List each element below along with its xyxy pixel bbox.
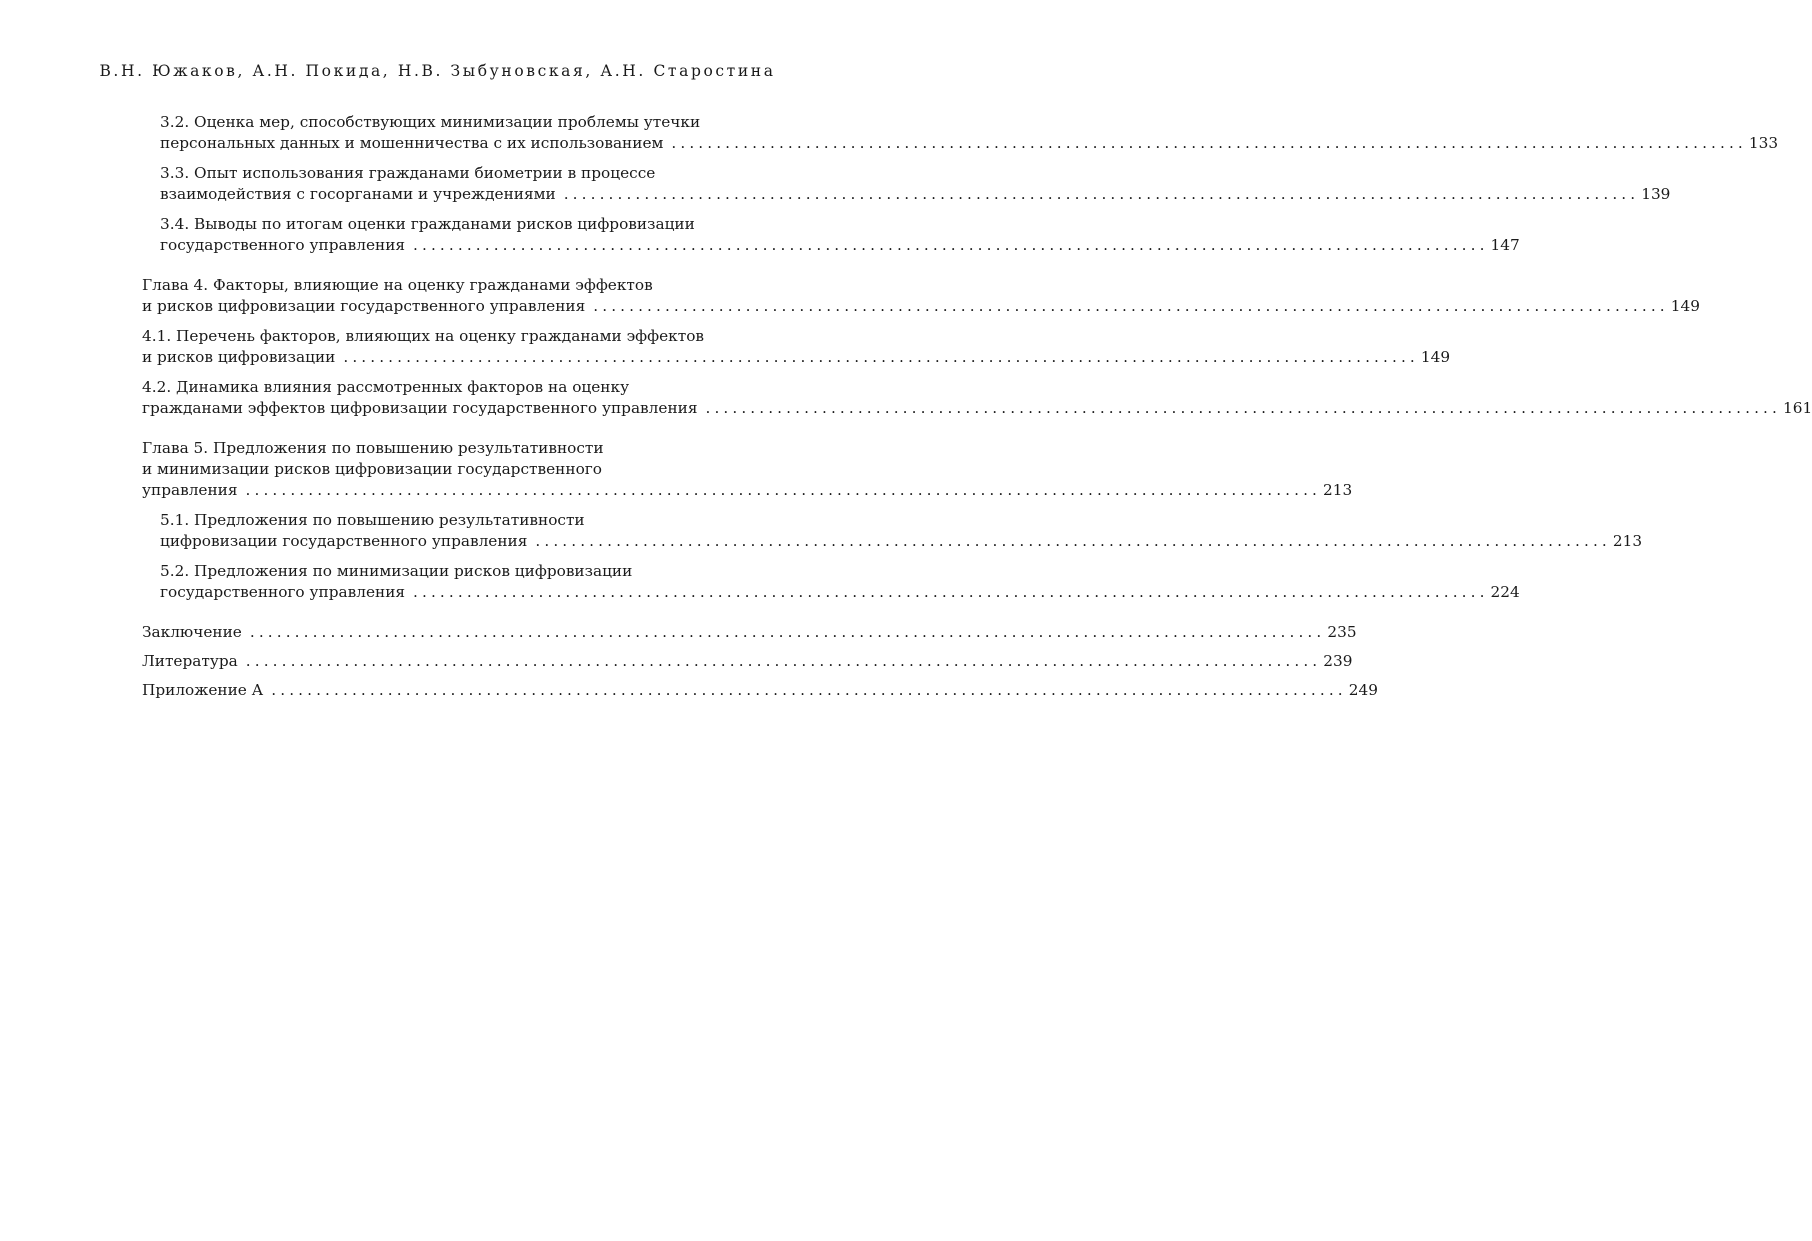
leader-dots: ........................................................................................................................ xyxy=(705,399,1781,417)
toc-page-number: 213 xyxy=(1323,481,1353,499)
leader-dots: ........................................................................................................................ xyxy=(245,652,1322,670)
toc-entry-title: 3.4. Выводы по итогам оценки гражданами рисков цифровизации xyxy=(160,215,695,233)
toc-entry-title: и рисков цифровизации xyxy=(142,348,336,366)
toc-entry-3-4[interactable] xyxy=(142,214,1520,256)
table-of-contents xyxy=(142,112,1812,709)
toc-entry-title: Приложение А xyxy=(142,681,264,699)
toc-entry-title: 4.2. Динамика влияния рассмотренных факторов на оценку xyxy=(142,378,630,396)
leader-dots: ........................................................................................................................ xyxy=(245,481,1322,499)
toc-page-number: 213 xyxy=(1612,532,1643,550)
toc-entry-title: Литература xyxy=(142,652,238,670)
leader-dots: ........................................................................................................................ xyxy=(413,583,1489,601)
toc-entry-title: Заключение xyxy=(142,623,242,641)
leader-dots: ........................................................................................................................ xyxy=(343,348,1419,366)
leader-dots: ........................................................................................................................ xyxy=(671,134,1747,152)
leader-dots: ........................................................................................................................ xyxy=(271,681,1347,699)
toc-entry-title: 3.3. Опыт использования гражданами биометрии в процессе xyxy=(160,164,656,182)
toc-entry-4-1[interactable] xyxy=(142,326,1451,368)
toc-entry-chapter-5[interactable] xyxy=(142,438,1353,501)
leader-dots: ........................................................................................................................ xyxy=(413,236,1489,254)
toc-entry-title: Глава 4. Факторы, влияющие на оценку гражданами эффектов xyxy=(142,276,653,294)
toc-entry-5-1[interactable] xyxy=(142,510,1643,552)
toc-page-number: 239 xyxy=(1323,652,1353,670)
toc-entry-title: 4.1. Перечень факторов, влияющих на оценку гражданами эффектов xyxy=(142,327,705,345)
toc-entry-title: управления xyxy=(142,481,238,499)
toc-entry-3-2[interactable] xyxy=(142,112,1779,154)
toc-page-number: 147 xyxy=(1490,236,1520,254)
toc-entry-title: цифровизации государственного управления xyxy=(160,532,528,550)
leader-dots: ........................................................................................................................ xyxy=(249,623,1326,641)
running-head-authors: В.Н. Южаков, А.Н. Покида, Н.В. Зыбуновская, А.Н. Старостина xyxy=(99,62,776,80)
toc-entry-title: персональных данных и мошенничества с их использованием xyxy=(160,134,664,152)
leader-dots: ........................................................................................................................ xyxy=(593,297,1669,315)
toc-entry-title: государственного управления xyxy=(160,583,406,601)
toc-entry-title: и рисков цифровизации государственного управления xyxy=(142,297,586,315)
toc-entry-title: 3.2. Оценка мер, способствующих минимизации проблемы утечки xyxy=(160,113,701,131)
toc-page-number: 149 xyxy=(1420,348,1451,366)
toc-entry-title: 5.2. Предложения по минимизации рисков цифровизации xyxy=(160,562,633,580)
toc-entry-3-3[interactable] xyxy=(142,163,1671,205)
toc-entry-title: взаимодействия с госорганами и учреждениями xyxy=(160,185,556,203)
toc-entry-literature[interactable] xyxy=(142,651,1353,672)
toc-entry-title: 5.1. Предложения по повышению результативности xyxy=(160,511,585,529)
toc-entry-title: гражданами эффектов цифровизации государственного управления xyxy=(142,399,698,417)
toc-page-number: 249 xyxy=(1348,681,1378,699)
toc-page-number: 149 xyxy=(1670,297,1700,315)
leader-dots: ........................................................................................................................ xyxy=(563,185,1640,203)
toc-page-number: 139 xyxy=(1641,185,1671,203)
toc-entry-title: и минимизации рисков цифровизации государственного xyxy=(142,460,602,478)
toc-entry-chapter-4[interactable] xyxy=(142,275,1700,317)
leader-dots: ........................................................................................................................ xyxy=(535,532,1611,550)
toc-page-number: 224 xyxy=(1490,583,1520,601)
toc-page-number: 235 xyxy=(1327,623,1357,641)
toc-entry-appendix-a[interactable] xyxy=(142,680,1378,701)
toc-entry-5-2[interactable] xyxy=(142,561,1520,603)
toc-page-number: 161 xyxy=(1782,399,1812,417)
toc-entry-title: государственного управления xyxy=(160,236,406,254)
toc-entry-conclusion[interactable] xyxy=(142,622,1357,643)
toc-entry-title: Глава 5. Предложения по повышению результативности xyxy=(142,439,604,457)
toc-page-number: 133 xyxy=(1748,134,1779,152)
toc-entry-4-2[interactable] xyxy=(142,377,1812,419)
